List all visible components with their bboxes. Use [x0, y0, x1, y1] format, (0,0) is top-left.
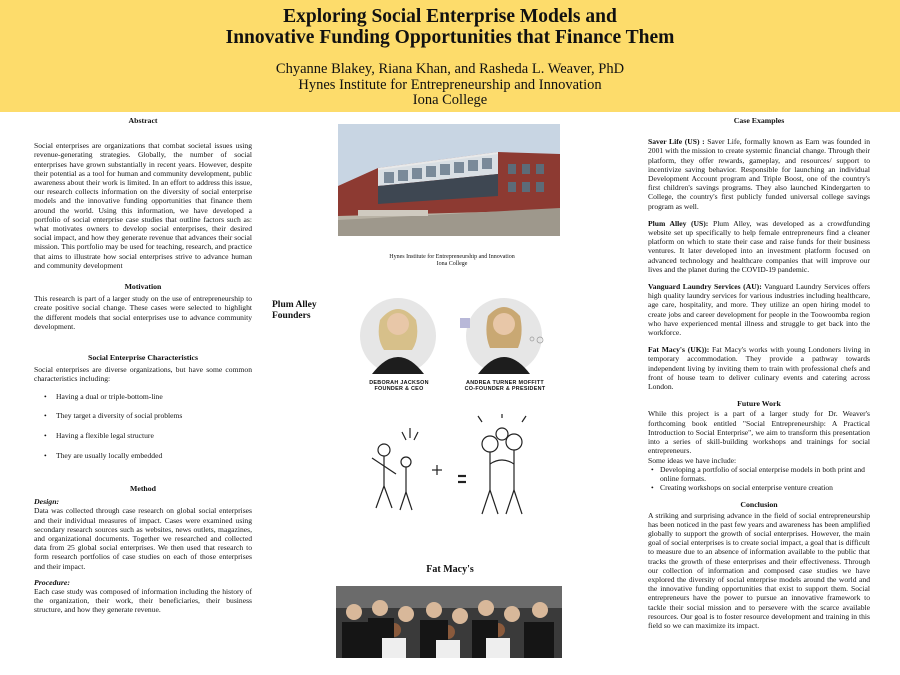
- conclusion-title: Conclusion: [740, 500, 778, 510]
- case-text: Saver Life, formally known as Earn was founded in 2001 with the mission to create systemic financial change. Through their platform, they offer rewards, gameplay, and resources/ support to incentivize saving behavior. Responsible for launching an individual Development Account program and Triple Boost, one of the country's first children's savings programs. They also launched Kindergarten to College, the country's first publicly funded universal college savings program as well.: [648, 137, 870, 211]
- list-item: • Creating workshops on social enterprise venture creation: [648, 483, 870, 492]
- design-text: Data was collected through case research on global social enterprises and their individual measures of impact. Cases were examined using secondary research sources such as websites, news outlets, magazines, and organizational documents. Together we researched and collected data from 25 global social enterprises. We then used that research to form research portfolios of case studies on each of those enterprises and their impact.: [34, 506, 252, 571]
- poster-header: [0, 0, 900, 112]
- fat-macys-label: Fat Macy's: [426, 564, 474, 575]
- case-vanguard-laundry: [648, 282, 870, 337]
- motivation-text: This research is part of a larger study on the use of entrepreneurship to create positive social change. These cases were selected to highlight the different models that social enterprises use to advance community development.: [34, 294, 252, 331]
- founder-caption-deborah: DEBORAH JACKSON FOUNDER & CEO: [369, 380, 429, 393]
- social-change-sketch: [362, 414, 538, 534]
- future-ideas-list: [648, 465, 870, 493]
- group-photo-illustration: [336, 586, 562, 658]
- case-text: Plum Alley, was developed as a crowdfunding website set up specifically to help female entrepreneurs find a cleaner platform on which to state their case and raise funds for their business ventures. It later developed into an investment platform focused on advanced technology and healthcare companies that will improve our lives and the planet during the COVID-19 pandemic.: [648, 218, 870, 274]
- case-name: Vanguard Laundry Services (AU):: [648, 282, 762, 292]
- fat-macys-group-photo: [336, 586, 562, 658]
- list-item: • Having a dual or triple-bottom-line: [34, 392, 252, 401]
- founders-photo: [354, 292, 554, 396]
- case-plum-alley: [648, 219, 870, 274]
- building-photo: [338, 124, 560, 236]
- abstract-text: Social enterprises are organizations that combat societal issues using revenue-generating strategies. Globally, the number of social enterprises have grown substantially in recent years. However, despite their potential as a tool for human and community development, public awareness about their work is limited. In an effort to address this issue, our research collects information on the diversity of social enterprise models and the innovative funding opportunities that finance them around the world. Using this information, we have developed a portfolio of social enterprise case studies that outline factors such as: what motivates owners to develop social enterprises, their desired social impact, and how they generate revenue that advances their social mission. This portfolio may be used for teaching, research, and practice that aims to illustrate how social enterprises strive to advance human and community development: [34, 141, 252, 270]
- stick-figures-illustration: [362, 414, 538, 534]
- characteristics-intro: Social enterprises are diverse organizations, but have some common characteristics including:: [34, 365, 252, 384]
- case-saver-life: [648, 137, 870, 211]
- case-name: Fat Macy's (UK)):: [648, 345, 710, 355]
- list-item: • Developing a portfolio of social enterprise models in both print and online formats.: [648, 465, 870, 483]
- characteristics-list: [34, 392, 252, 460]
- poster-authors: Chyanne Blakey, Riana Khan, and Rasheda L. Weaver, PhD Hynes Institute for Entrepreneurship and Innovation Iona College: [275, 61, 625, 108]
- right-column: [648, 116, 870, 630]
- list-item: • They target a diversity of social problems: [34, 411, 252, 420]
- abstract-title: Abstract: [128, 116, 158, 125]
- case-text: Fat Macy's works with young Londoners living in temporary accommodation. They provide a pathway towards independent living by inviting them to train with professional chefs and front of house team to deliver culinary events and catering across London.: [648, 345, 871, 392]
- list-item: • They are usually locally embedded: [34, 451, 252, 460]
- characteristics-title: Social Enterprise Characteristics: [88, 353, 198, 363]
- case-examples-title: Case Examples: [733, 116, 785, 125]
- case-fat-macys: [648, 345, 870, 391]
- design-label: Design:: [34, 497, 60, 507]
- motivation-title: Motivation: [124, 282, 162, 292]
- building-caption: Hynes Institute for Entrepreneurship and Innovation Iona College: [389, 254, 515, 267]
- procedure-text: Each case study was composed of information including the history of the organization, their work, their beneficiaries, their business structure, and how they generate revenue.: [34, 587, 252, 615]
- future-ideas-intro: Some ideas we have include:: [648, 455, 737, 465]
- procedure-label: Procedure:: [34, 577, 70, 587]
- case-text: Vanguard Laundry Services offers high quality laundry services for various industries including healthcare, age care, hospitality, and more. They utilize an open hiring model to create jobs and career development for people in the Toowoomba region who have experienced mental illness and struggle to get back into the workforce.: [648, 282, 871, 338]
- future-work-title: Future Work: [737, 399, 781, 409]
- list-item: • Having a flexible legal structure: [34, 431, 252, 440]
- poster-title: Exploring Social Enterprise Models and Innovative Funding Opportunities that Finance Them: [225, 6, 675, 48]
- case-name: Plum Alley (US):: [648, 218, 709, 228]
- founder-caption-andrea: ANDREA TURNER MOFFITT CO-FOUNDER & PRESIDENT: [464, 380, 546, 393]
- left-column: [34, 116, 252, 615]
- method-title: Method: [130, 483, 156, 493]
- future-work-text: While this project is a part of a larger study for Dr. Weaver's forthcoming book entitled "Social Entrepreneurship: A Practical Introduction to Social Enterprise", we aim to transform this presentation into a series of skill-building workshops and trainings for social entrepreneurs.: [648, 409, 870, 456]
- building-illustration: [338, 124, 560, 236]
- conclusion-text: A striking and surprising advance in the field of social entrepreneurship has been noticed in the past few years and awareness has been amplified globally to support the growth of social enterprises. However, the main goal of social enterprises is to create social impact, a goal that is difficult to measure due to an absence of information available to the public that tracks the growth of these enterprises and their effectiveness. Through our collection of information and composed case studies we have explored the diversity of social enterprise models around the world and the innovative funding opportunities that exist to support them. Social entrepreneurs have the power to pursue an innovative framework to tackle their social mission and to persevere with the scarce available resources. Our goal is to foster resource development and training in this field so we can maximize its impact.: [648, 510, 870, 630]
- plum-alley-founders-label: Plum Alley Founders: [272, 300, 317, 321]
- middle-column: [262, 116, 638, 671]
- case-name: Saver Life (US) :: [648, 137, 705, 147]
